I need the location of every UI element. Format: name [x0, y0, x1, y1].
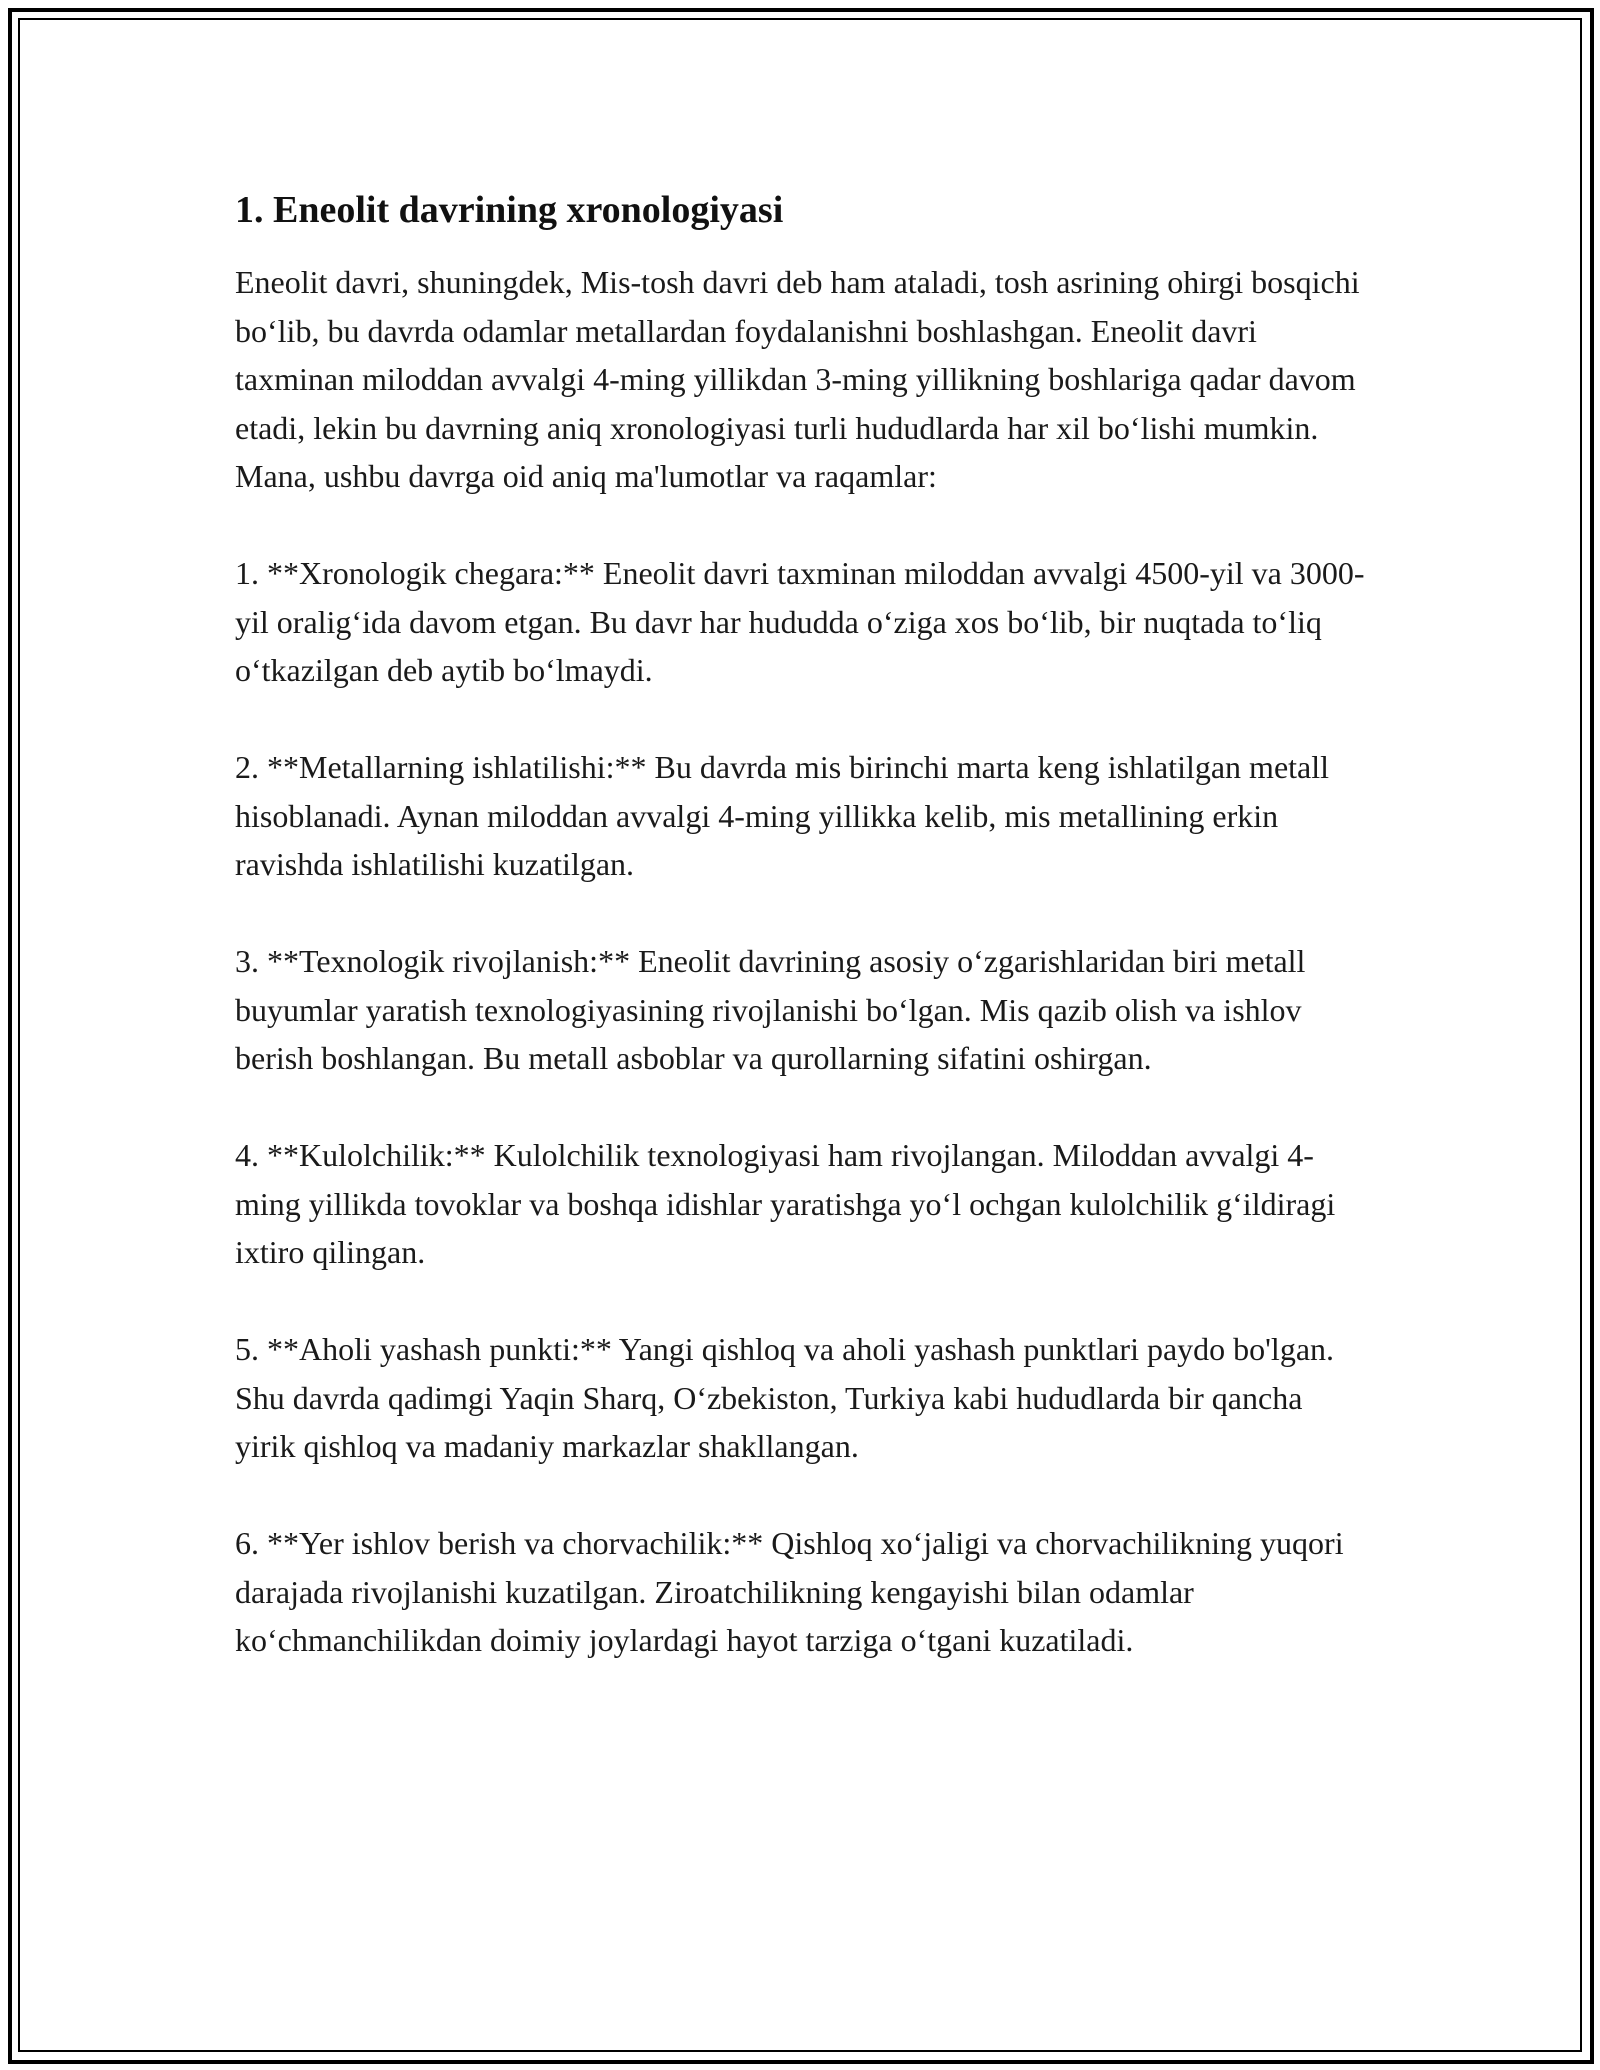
list-item-technological-development: 3. **Texnologik rivojlanish:** Eneolit davrining asosiy o‘zgarishlaridan biri metall buyumlar yaratish texnologiyasining rivojlanishi bo‘lgan. Mis qazib olish va ishlov berish boshlangan. Bu metall asboblar va qurollarning sifatini oshirgan. — [235, 943, 1306, 1076]
list-item-settlements: 5. **Aholi yashash punkti:** Yangi qishloq va aholi yashash punktlari paydo bo'lgan. Shu davrda qadimgi Yaqin Sharq, O‘zbekiston, Turkiya kabi hududlarda bir qancha yirik qishloq va madaniy markazlar shakllangan. — [235, 1331, 1335, 1464]
intro-paragraph: Eneolit davri, shuningdek, Mis-tosh davri deb ham ataladi, tosh asrining ohirgi bosqichi bo‘lib, bu davrda odamlar metallardan foydalanishni boshlashgan. Eneolit davri taxminan miloddan avvalgi 4-ming yillikdan 3-ming yillikning boshlariga qadar davom etadi, lekin bu davrning aniq xronologiyasi turli hududlarda har xil bo‘lishi mumkin. Mana, ushbu davrga oid aniq ma'lumotlar va raqamlar: — [235, 264, 1360, 494]
list-item-pottery: 4. **Kulolchilik:** Kulolchilik texnologiyasi ham rivojlangan. Miloddan avvalgi 4-ming yillikda tovoklar va boshqa idishlar yaratishga yo‘l ochgan kulolchilik g‘ildiragi ixtiro qilingan. — [235, 1137, 1336, 1270]
page-title: 1. Eneolit davrining xronologiyasi — [235, 189, 784, 231]
document-body — [235, 186, 1370, 1713]
list-item-chronological-boundary: 1. **Xronologik chegara:** Eneolit davri taxminan miloddan avvalgi 4500-yil va 3000-yil oralig‘ida davom etgan. Bu davr har hududda o‘ziga xos bo‘lib, bir nuqtada to‘liq o‘tkazilgan deb aytib bo‘lmaydi. — [235, 555, 1365, 688]
list-item-agriculture-livestock: 6. **Yer ishlov berish va chorvachilik:** Qishloq xo‘jaligi va chorvachilikning yuqori darajada rivojlanishi kuzatilgan. Ziroatchilikning kengayishi bilan odamlar ko‘chmanchilikdan doimiy joylardagi hayot tarziga o‘tgani kuzatiladi. — [235, 1525, 1344, 1658]
list-item-metal-use: 2. **Metallarning ishlatilishi:** Bu davrda mis birinchi marta keng ishlatilgan metall hisoblanadi. Aynan miloddan avvalgi 4-ming yillikka kelib, mis metallining erkin ravishda ishlatilishi kuzatilgan. — [235, 749, 1330, 882]
